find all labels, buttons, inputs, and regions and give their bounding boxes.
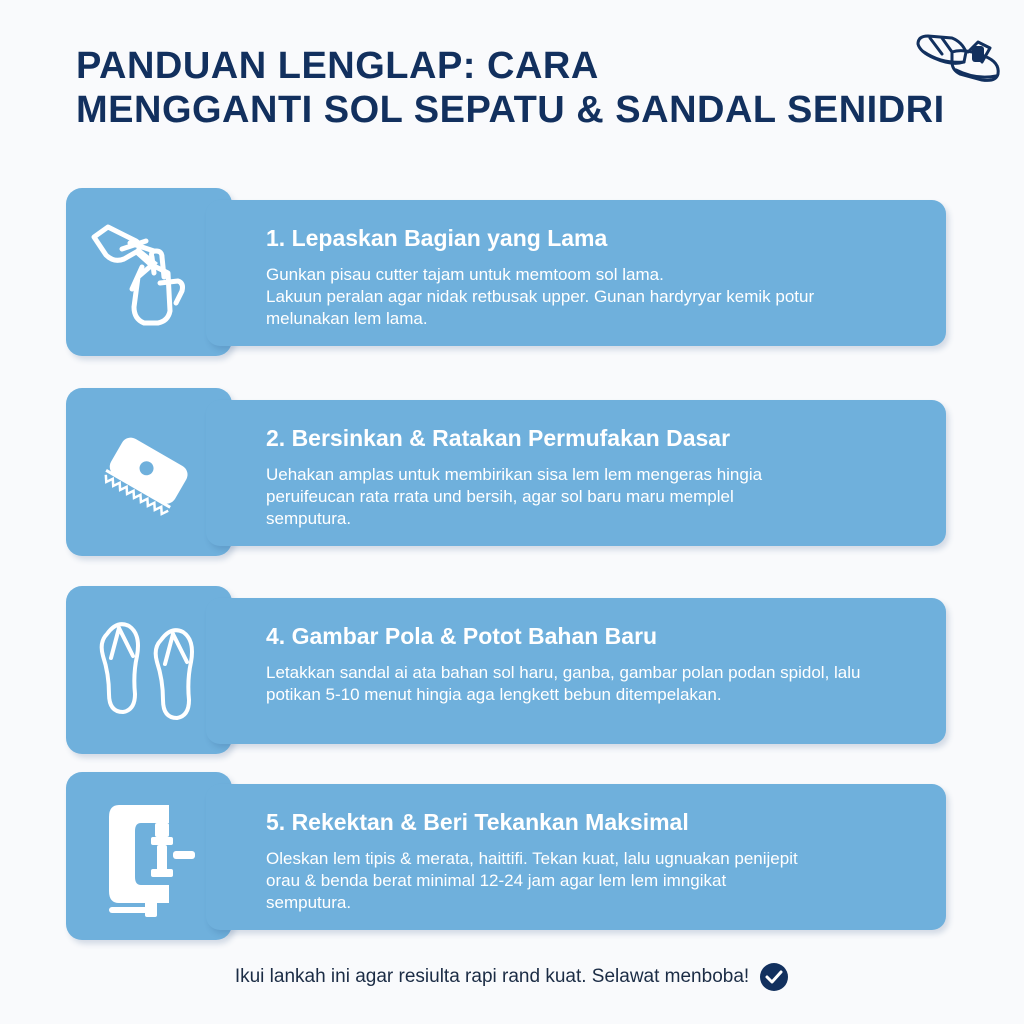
step-4-line-2: orau & benda berat minimal 12-24 jam agar lem lem imngikat <box>266 871 727 890</box>
page-title <box>76 44 956 132</box>
page-title-line-1: PANDUAN LENGLAP: CARA <box>76 45 599 87</box>
step-3-line-1: Letakkan sandal ai ata bahan sol haru, ganba, gambar polan podan spidol, lalu <box>266 663 861 682</box>
footer-text: Ikui lankah ini agar resiulta rapi rand kuat. Selawat menboba! <box>234 966 750 987</box>
hand-cutter-icon <box>84 207 214 337</box>
step-4-line-3: semputura. <box>266 893 352 912</box>
step-4-content <box>206 784 946 930</box>
step-1-content <box>206 200 946 346</box>
step-1-line-3: melunakan lem lama. <box>266 309 428 328</box>
step-3-content <box>206 598 946 744</box>
flip-flops-icon <box>89 610 209 730</box>
step-2-line-2: peruifeucan rata rrata und bersih, agar sol baru maru memplel <box>266 487 734 506</box>
step-card-4 <box>66 772 946 940</box>
step-card-1 <box>66 188 946 356</box>
step-3-line-2: potikan 5-10 menut hingia aga lengkett bebun ditempelakan. <box>266 685 722 704</box>
step-card-3 <box>66 586 946 754</box>
page-title-line-2: MENGGANTI SOL SEPATU & SANDAL SENIDRI <box>76 89 945 131</box>
step-3-title: 4. Gambar Pola & Potot Bahan Baru <box>266 623 658 649</box>
c-clamp-icon <box>89 791 209 921</box>
step-1-line-1: Gunkan pisau cutter tajam untuk memtoom sol lama. <box>266 265 664 284</box>
step-2-line-1: Uehakan amplas untuk membirikan sisa lem lem mengeras hingia <box>266 465 763 484</box>
sanding-block-icon <box>89 412 209 532</box>
check-circle-icon <box>759 962 789 992</box>
step-1-line-2: Lakuun peralan agar nidak retbusak upper. Gunan hardyryar kemik potur <box>266 287 815 306</box>
step-2-line-3: semputura. <box>266 509 352 528</box>
step-2-content <box>206 400 946 546</box>
step-4-line-1: Oleskan lem tipis & merata, haittifi. Tekan kuat, lalu ugnuakan penijepit <box>266 849 798 868</box>
footer <box>0 962 1024 992</box>
step-card-2 <box>66 388 946 556</box>
step-2-title: 2. Bersinkan & Ratakan Permufakan Dasar <box>266 425 731 451</box>
step-4-title: 5. Rekektan & Beri Tekankan Maksimal <box>266 809 689 835</box>
step-1-title: 1. Lepaskan Bagian yang Lama <box>266 225 608 251</box>
sandal-icon <box>912 22 1008 86</box>
